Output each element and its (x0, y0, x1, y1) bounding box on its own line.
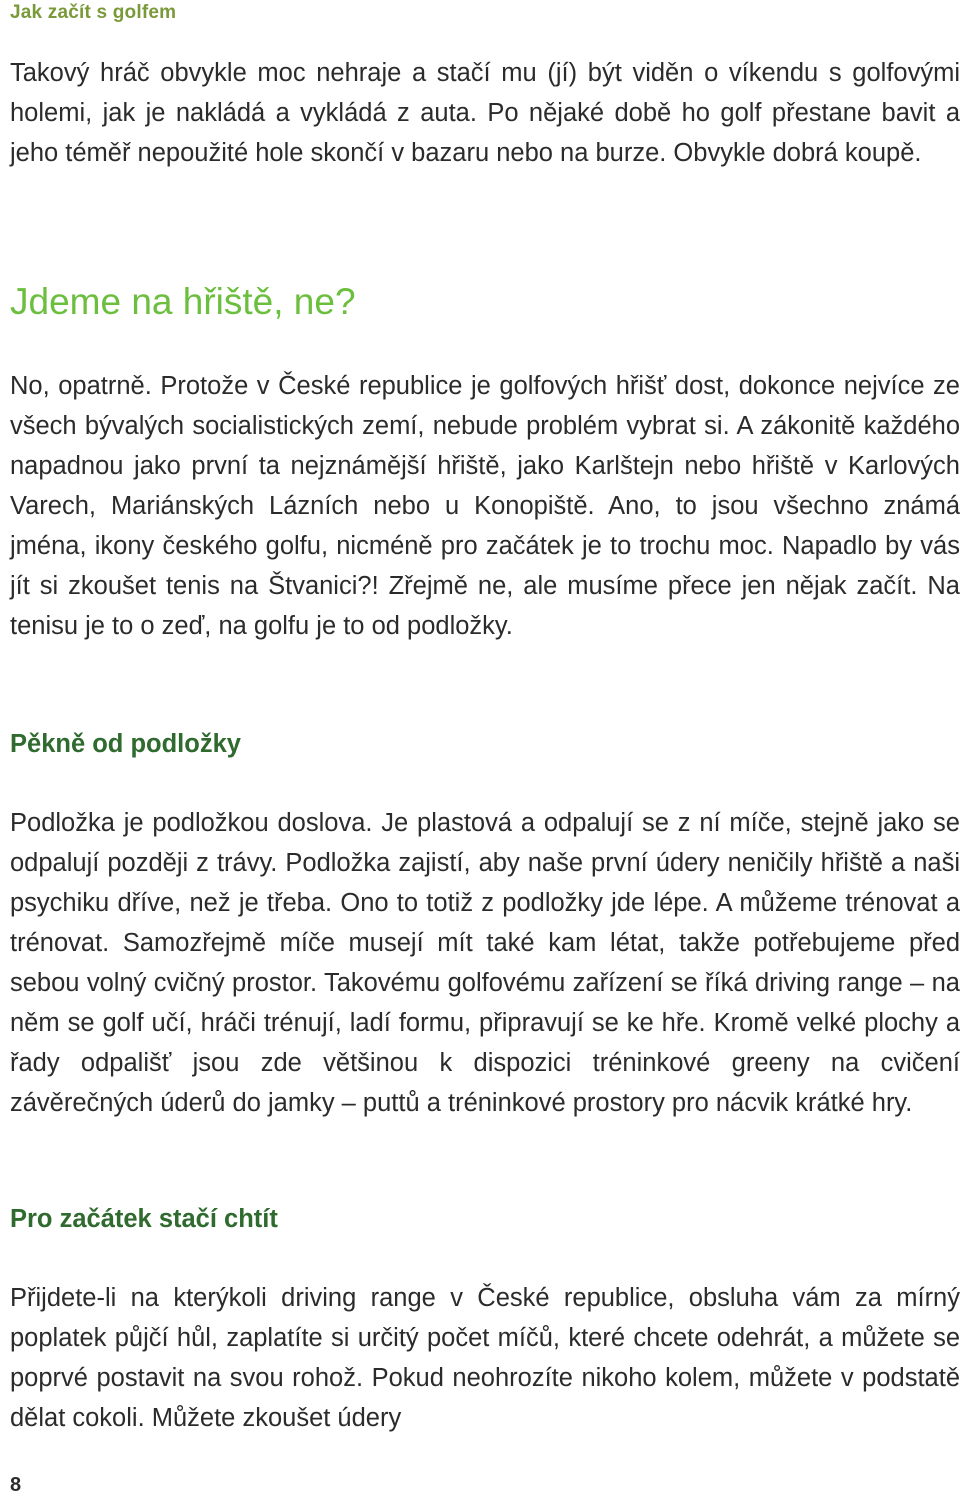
page-number: 8 (10, 1474, 22, 1496)
body-paragraph-intro: Takový hráč obvykle moc nehraje a stačí mu (jí) být viděn o víkendu s golfovými holemi, jak je nakládá a vykládá z auta. Po nějaké době ho golf přestane bavit a jeho téměř nepoužité hole skončí v bazaru nebo na burze. Obvykle dobrá koupě. (10, 59, 960, 167)
running-header-title: Jak začít s golfem (10, 2, 177, 23)
section-heading-pro-zacatek: Pro začátek stačí chtít (10, 1205, 278, 1233)
section-heading-jdeme-na-hriste: Jdeme na hřiště, ne? (10, 281, 356, 322)
body-paragraph-jdeme-na-hriste: No, opatrně. Protože v České republice je golfových hřišť dost, dokonce nejvíce ze všech bývalých socialistických zemí, nebude problém vybrat si. A zákonitě každého napadnou jako první ta nejznámější hřiště, jako Karlštejn nebo hřiště v Karlových Varech, Mariánských Lázních nebo u Konopiště. Ano, to jsou všechno známá jména, ikony českého golfu, nicméně pro začátek je to trochu moc. Napadlo by vás jít si zkoušet tenis na Štvanici?! Zřejmě ne, ale musíme přece jen nějak začít. Na tenisu je to o zeď, na golfu je to od podložky. (10, 372, 960, 640)
body-paragraph-pekne-od-podlozky: Podložka je podložkou doslova. Je plastová a odpalují se z ní míče, stejně jako se odpalují později z trávy. Podložka zajistí, aby naše první údery neničily hřiště a naši psychiku dříve, než je třeba. Ono to totiž z podložky jde lépe. A můžeme trénovat a trénovat. Samozřejmě míče musejí mít také kam létat, takže potřebujeme před sebou volný cvičný prostor. Takovému golfovému zařízení se říká driving range – na něm se golf učí, hráči trénují, ladí formu, připravují se ke hře. Kromě velké plochy a řady odpališť jsou zde většinou k dispozici tréninkové greeny na cvičení závěrečných úderů do jamky – puttů a tréninkové prostory pro nácvik krátké hry. (10, 809, 960, 1117)
section-heading-pekne-od-podlozky: Pěkně od podložky (10, 730, 241, 758)
body-paragraph-pro-zacatek: Přijdete-li na kterýkoli driving range v České republice, obsluha vám za mírný poplatek půjčí hůl, zaplatíte si určitý počet míčů, které chcete odehrát, a můžete se poprvé postavit na svou rohož. Pokud neohrozíte nikoho kolem, můžete v podstatě dělat cokoli. Můžete zkoušet údery (10, 1284, 960, 1432)
